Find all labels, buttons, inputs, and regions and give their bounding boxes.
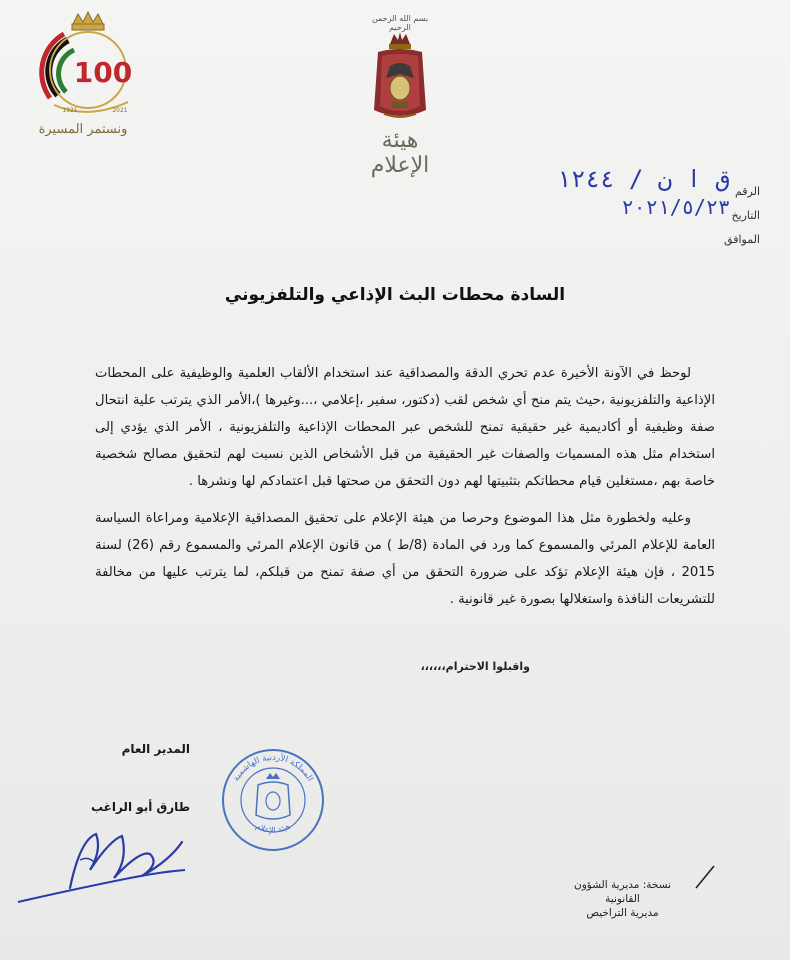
- corresponding-label: الموافق: [724, 233, 760, 246]
- centenary-number: 100: [73, 56, 133, 89]
- signatory-name: طارق أبو الراغب: [90, 800, 190, 814]
- handwritten-signature: [10, 820, 200, 910]
- stamp-outer-text: المملكة الأردنية الهاشمية: [231, 752, 315, 784]
- authority-name: هيئة الإعلام: [370, 128, 430, 178]
- copy-to: [560, 878, 685, 920]
- date-label: التاريخ: [731, 209, 760, 222]
- official-stamp: [218, 745, 328, 855]
- svg-text:1921: 1921: [62, 107, 78, 114]
- letter-title: السادة محطات البث الإذاعي والتلفزيوني: [224, 285, 566, 305]
- body-paragraph-2: وعليه ولخطورة مثل هذا الموضوع وحرصا من هيئة الإعلام على تحقيق المصداقية الإعلامية ومراعاة السياسة العامة للإعلام المرئي والمسموع كما ورد في المادة (8/ط ) من قانون الإعلام المرئي والمسموع رقم (26) لسنة 2015 ، فإن هيئة الإعلام تؤكد على ضرورة التحقق من أي صفة تمنح من قبلكم، لما يترتب عليها من مخالفة للتشريعات النافذة واستغلالها بصورة غير قانونية .: [95, 511, 716, 607]
- centenary-emblem-icon: [28, 10, 148, 122]
- reference-number-value: ق ا ن / ١٢٤٤: [556, 165, 730, 193]
- copy-to-line-2: مديرية التراخيص: [586, 907, 659, 919]
- signatory-title: المدير العام: [121, 742, 190, 756]
- royal-coat-of-arms-icon: [370, 30, 430, 126]
- basmala-text: بسم الله الرحمن الرحيم: [371, 14, 429, 32]
- closing-text: واقبلوا الاحترام،،،،،،: [420, 660, 530, 673]
- copy-to-line-1: نسخة: مديرية الشؤون القانونية: [573, 879, 671, 905]
- svg-text:هيئة الإعلام: [254, 822, 291, 836]
- body-paragraph-1: لوحظ في الآونة الأخيرة عدم تحري الدقة والمصداقية عند استخدام الألقاب العلمية والوظيفية على المحطات الإذاعية والتلفزيونية ،حيث يتم منح أي شخص لقب (دكتور، سفير ،إعلامي ،...وغيرها )،الأمر الذي يترتب علية انتحال صفة وظيفية أو أكاديمية غير حقيقية تمنح للشخص عبر المحطات الإذاعية والتلفزيونية ، الأمر الذي يؤدي إلى استخدام مثل هذه المسميات والصفات غير الحقيقية من قبل الأشخاص الذين نسبت لهم لتحقيق مصالح شخصية خاصة بهم ،مستغلين قيام محطاتكم بتثبيتها لهم دون التحقق من صحتها قبل اعتمادكم لها ونشرها .: [95, 366, 715, 489]
- centenary-logo: [28, 10, 148, 145]
- centenary-slogan: ونستمر المسيرة: [38, 122, 128, 137]
- letter-body: [95, 360, 715, 613]
- stamp-inner-text: هيئة الإعلام: [254, 821, 292, 835]
- reference-values: [540, 165, 730, 221]
- reference-date-value: ٢٠٢١/٥/٢٣: [621, 195, 730, 219]
- svg-text:2021: 2021: [112, 107, 128, 114]
- letterhead-center: [350, 8, 450, 178]
- number-label: الرقم: [734, 185, 760, 198]
- handwritten-mark: [690, 862, 720, 892]
